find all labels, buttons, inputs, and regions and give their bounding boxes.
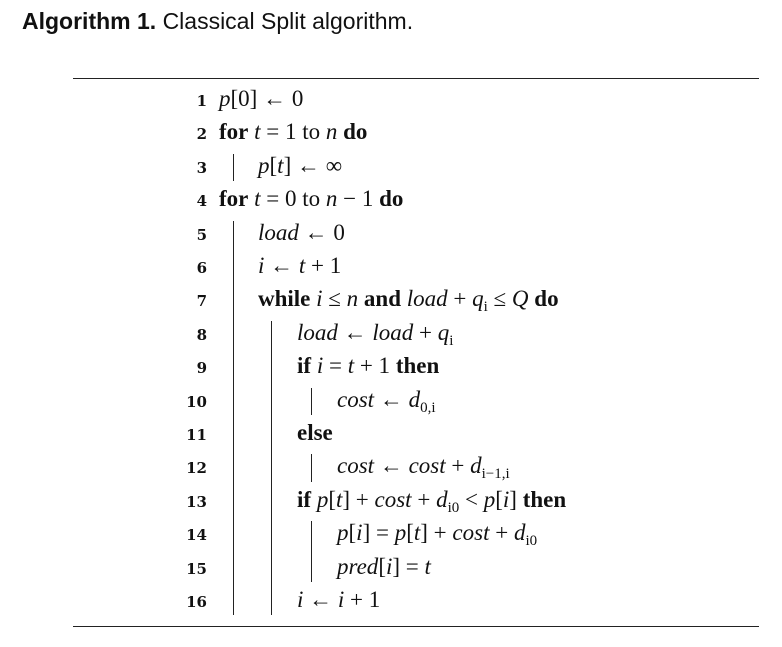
algorithm-line [0, 552, 782, 585]
variable: n [346, 286, 359, 312]
variable: cost [374, 486, 412, 512]
algorithm-line [0, 351, 782, 384]
code-text: + [489, 520, 514, 546]
variable: q [472, 286, 484, 312]
line-number: 7 [196, 292, 207, 311]
variable: i [502, 486, 510, 512]
keyword: while [258, 286, 311, 312]
keyword: do [534, 286, 559, 312]
variable: i [337, 587, 345, 612]
subscript: i0 [447, 499, 460, 516]
variable: Q [511, 286, 529, 312]
variable: d [513, 520, 526, 546]
variable: t [347, 353, 355, 379]
code-text: ← 0 [298, 219, 345, 245]
variable: load [406, 286, 448, 312]
variable: pred [337, 553, 379, 579]
bottom-rule [73, 626, 759, 627]
line-code [258, 253, 341, 279]
code-text: ← [303, 587, 338, 612]
variable: t [424, 553, 431, 579]
variable: i [316, 286, 323, 312]
line-code [297, 486, 567, 516]
line-code [297, 353, 439, 379]
variable: load [258, 219, 299, 245]
code-text: [ [328, 486, 336, 512]
code-text: ← [264, 253, 299, 278]
algorithm-line [0, 151, 782, 184]
code-text: = 0 to [260, 186, 326, 212]
block-guide-line [233, 154, 234, 181]
algorithm-line [0, 585, 782, 618]
variable: p [483, 486, 496, 512]
caption-label: Algorithm 1. [22, 8, 157, 34]
line-number: 6 [196, 259, 207, 277]
code-text: + [411, 486, 437, 512]
variable: d [470, 453, 482, 479]
line-code [297, 587, 380, 613]
variable: t [298, 253, 306, 278]
line-code [297, 319, 454, 349]
caption-title: Classical Split algorithm. [162, 8, 414, 34]
line-code [219, 186, 403, 212]
variable: i [297, 587, 304, 612]
line-number: 9 [196, 359, 207, 378]
variable: load [372, 319, 414, 345]
line-number: 13 [186, 492, 207, 511]
code-text: + [413, 319, 438, 345]
line-code [219, 86, 303, 112]
code-text: + [447, 286, 473, 312]
line-number: 15 [186, 559, 207, 578]
keyword: else [297, 420, 333, 445]
code-text: [0] ← 0 [230, 86, 304, 111]
code-text: ≤ [322, 286, 347, 312]
algorithm-line [0, 485, 782, 518]
algorithm-line [0, 184, 782, 217]
subscript: i−1,i [481, 466, 510, 483]
variable: cost [337, 386, 375, 412]
algorithm-line [0, 418, 782, 451]
code-text: = [323, 353, 348, 379]
variable: d [408, 386, 421, 412]
variable: i [385, 553, 393, 579]
variable: t [413, 520, 421, 546]
variable: n [325, 186, 338, 212]
variable: p [316, 486, 329, 512]
code-text: ] = [362, 520, 395, 546]
code-text: ≤ [487, 286, 512, 312]
block-guide-line [311, 521, 312, 582]
code-text: ← [374, 453, 409, 479]
variable: p [394, 520, 407, 546]
code-text: + 1 [305, 253, 342, 278]
algorithm-line [0, 451, 782, 484]
block-guide-line [311, 388, 312, 415]
line-number: 5 [196, 225, 207, 244]
algorithm-line [0, 251, 782, 284]
code-text: [ [406, 520, 414, 546]
line-code [258, 153, 342, 179]
variable: p [258, 152, 270, 178]
algorithm-line [0, 218, 782, 251]
line-number: 8 [196, 325, 207, 344]
variable: i [356, 520, 363, 546]
line-code [258, 220, 345, 246]
keyword: do [379, 186, 404, 212]
keyword: and [363, 286, 401, 312]
line-code [258, 286, 559, 316]
line-code [337, 520, 538, 550]
top-rule [73, 78, 759, 79]
line-number: 2 [196, 125, 207, 144]
block-guide-line [233, 221, 234, 616]
line-number: 11 [186, 426, 207, 444]
variable: i [316, 353, 324, 379]
keyword: then [522, 486, 567, 512]
code-text: + 1 [344, 587, 381, 612]
variable: n [325, 119, 338, 145]
algorithm-line [0, 84, 782, 117]
line-number: 12 [186, 459, 207, 478]
algorithm-line [0, 284, 782, 317]
variable: cost [337, 453, 375, 479]
subscript: i0 [525, 533, 538, 550]
code-text: − 1 [337, 186, 380, 212]
variable: t [254, 119, 261, 145]
code-text: [ [348, 520, 357, 546]
keyword: if [297, 353, 312, 379]
variable: p [219, 86, 231, 111]
code-text: + [445, 453, 471, 479]
algorithm-line [0, 318, 782, 351]
variable: t [277, 152, 284, 178]
line-number: 10 [186, 392, 207, 411]
variable: cost [452, 520, 490, 546]
code-text: < [459, 486, 484, 512]
variable: t [254, 186, 261, 212]
line-code [337, 453, 510, 483]
code-text: ] + [420, 520, 453, 546]
block-guide-line [271, 321, 272, 616]
keyword: then [395, 353, 440, 379]
line-code [337, 554, 431, 580]
keyword: do [343, 119, 368, 145]
subscript: i [483, 299, 488, 316]
variable: t [335, 486, 343, 512]
line-number: 1 [196, 92, 207, 110]
line-code [297, 420, 333, 446]
line-code [337, 386, 436, 416]
line-number: 16 [186, 593, 207, 611]
algorithm-line [0, 117, 782, 150]
code-text: [ [495, 486, 503, 512]
variable: d [436, 486, 448, 512]
keyword: if [297, 486, 312, 512]
line-number: 14 [186, 526, 207, 545]
algorithm-caption [22, 8, 413, 35]
algorithm-line [0, 518, 782, 551]
code-text: [ [269, 152, 278, 178]
variable: load [297, 319, 338, 345]
code-text: [ [378, 553, 386, 579]
variable: cost [408, 453, 446, 479]
keyword: for [219, 186, 249, 212]
variable: i [258, 253, 265, 278]
code-text: = 1 to [260, 119, 326, 145]
code-text: ← [374, 386, 409, 412]
subscript: i [449, 332, 454, 349]
code-text: ← [337, 319, 373, 345]
code-text: + 1 [354, 353, 396, 379]
keyword: for [219, 119, 249, 145]
code-text: ] + [342, 486, 375, 512]
code-text: ] = [392, 553, 425, 579]
line-code [219, 119, 367, 145]
subscript: 0,i [420, 399, 436, 416]
algorithm-line [0, 385, 782, 418]
line-number: 3 [196, 158, 207, 177]
code-text: ] ← ∞ [283, 152, 343, 178]
block-guide-line [311, 454, 312, 481]
variable: q [437, 319, 450, 345]
line-number: 4 [196, 192, 207, 211]
variable: p [337, 520, 349, 546]
code-text: ] [509, 486, 523, 512]
